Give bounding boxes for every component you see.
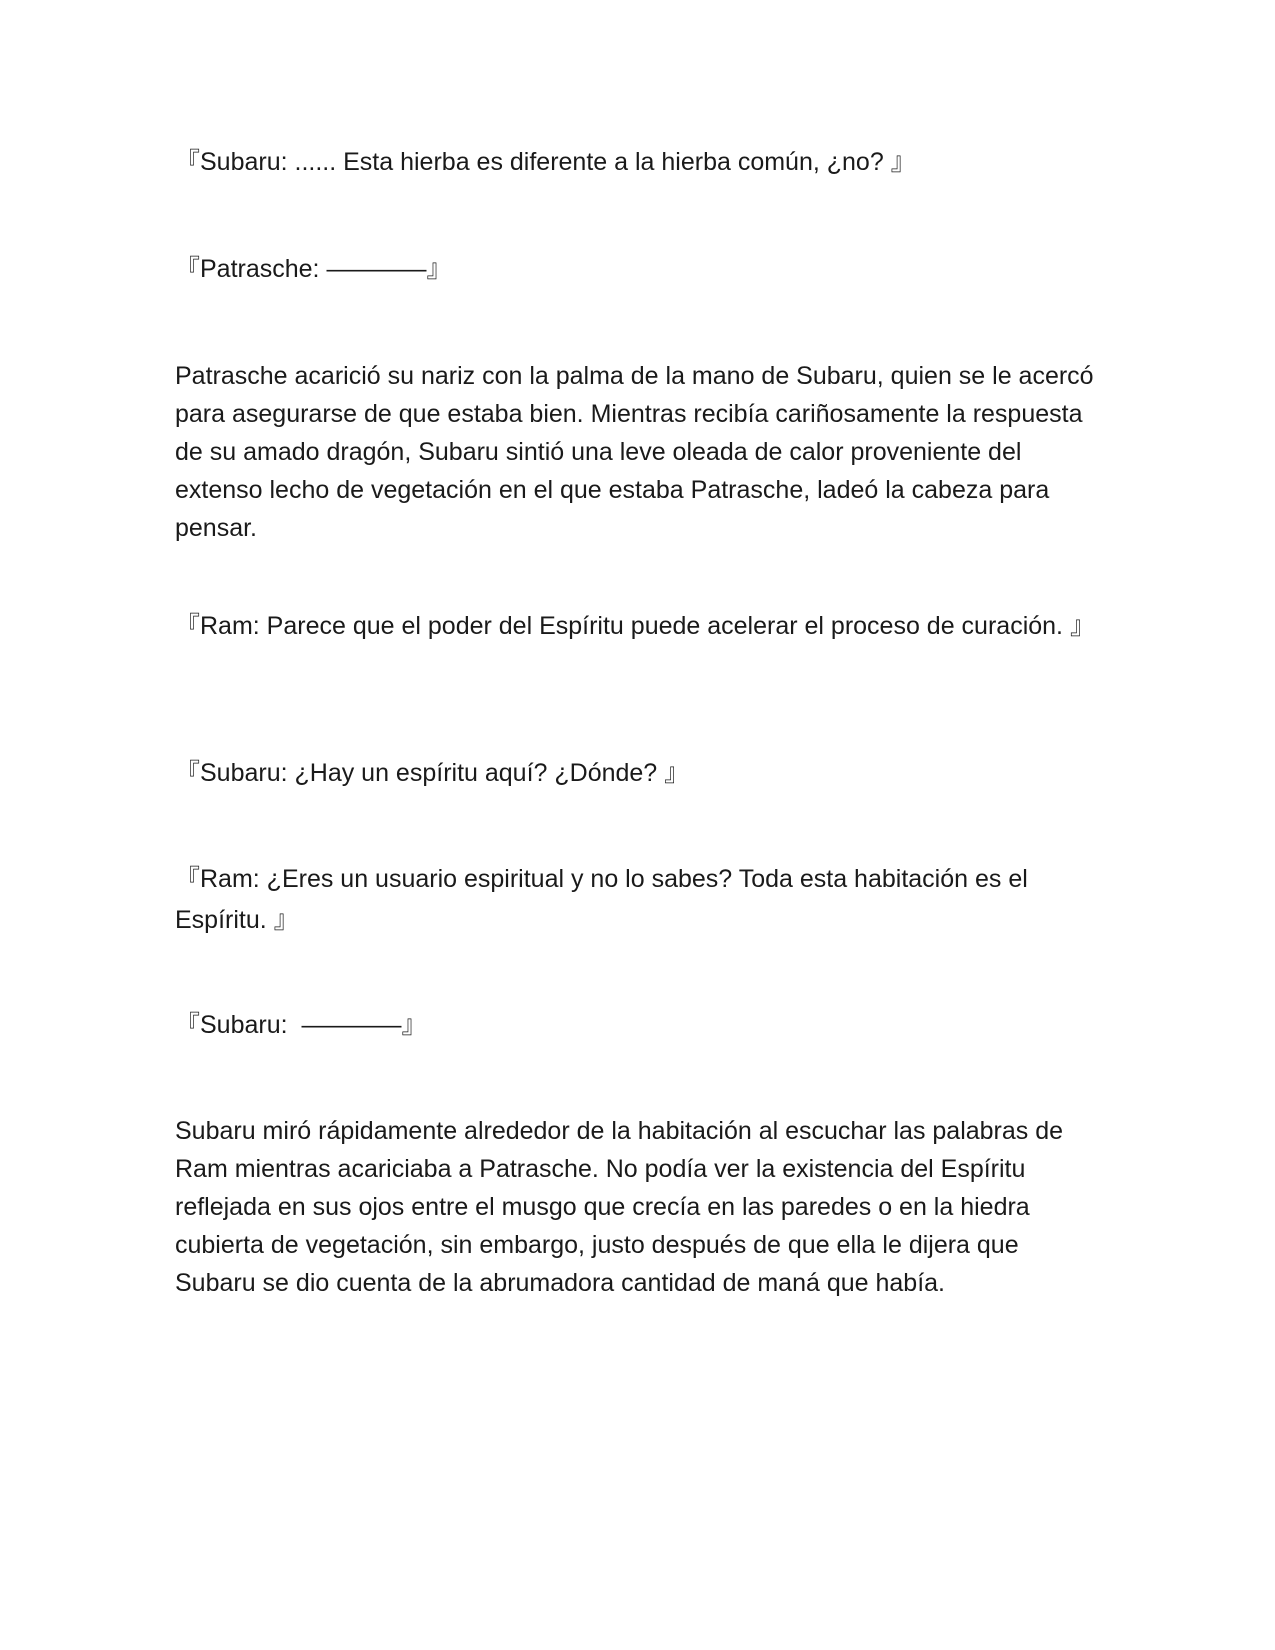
dialogue-ram-usuario: 『Ram: ¿Eres un usuario espiritual y no lo sabes? Toda esta habitación es el Espíritu. 』 <box>175 865 1035 934</box>
dialogue-ram-poder: 『Ram: Parece que el poder del Espíritu puede acelerar el proceso de curación. 』 <box>175 612 1095 640</box>
narration-paragraph-2: Subaru miró rápidamente alrededor de la habitación al escuchar las palabras de Ram mientras acariciaba a Patrasche. No podía ver la existencia del Espíritu reflejada en sus ojos entre el musgo que crecía en las paredes o en la hiedra cubierta de vegetación, sin embargo, justo después de que ella le dijera que Subaru se dio cuenta de la abrumadora cantidad de maná que había. <box>175 1117 1070 1297</box>
dialogue-subaru-hierba: 『Subaru: ...... Esta hierba es diferente a la hierba común, ¿no? 』 <box>175 148 916 176</box>
narration-paragraph-1: Patrasche acarició su nariz con la palma de la mano de Subaru, quien se le acercó para asegurarse de que estaba bien. Mientras recibía cariñosamente la respuesta de su amado dragón, Subaru sintió una leve oleada de calor proveniente del extenso lecho de vegetación en el que estaba Patrasche, ladeó la cabeza para pensar. <box>175 362 1101 542</box>
dialogue-subaru-silence: 『Subaru: ————』 <box>175 1011 427 1039</box>
dialogue-subaru-espiritu: 『Subaru: ¿Hay un espíritu aquí? ¿Dónde? 』 <box>175 759 690 787</box>
dialogue-patrasche: 『Patrasche: ————』 <box>175 255 452 283</box>
